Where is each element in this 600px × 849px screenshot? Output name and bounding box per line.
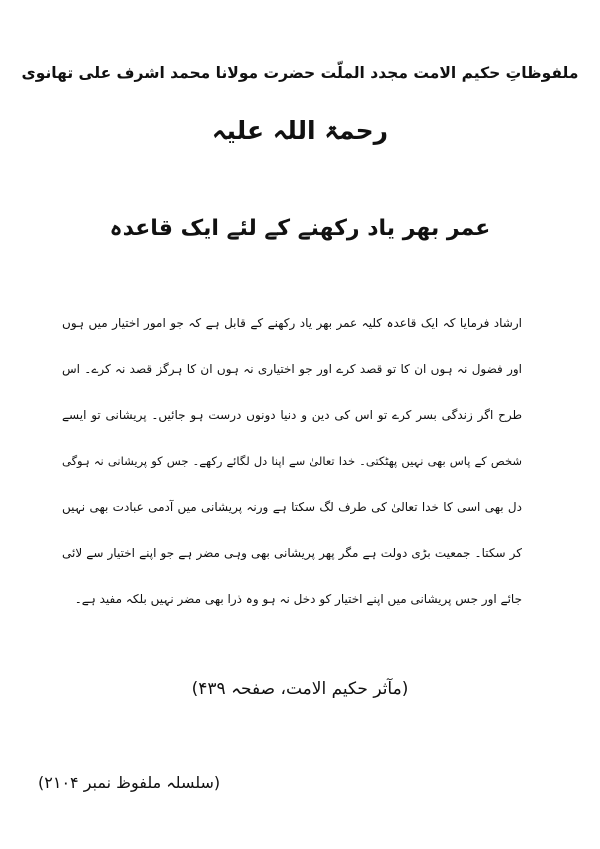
body-line: دل بھی اسی کا خدا تعالیٰ کی طرف لگ سکتا ہے ورنہ پریشانی میں آدمی عبادت بھی نہیں <box>62 500 522 514</box>
body-line: کر سکتا۔ جمعیت بڑی دولت ہے مگر پھر پریشانی بھی وہی مضر ہے جو اپنے اختیار سے لائی <box>62 546 522 560</box>
body-line: طرح اگر زندگی بسر کرے تو اس کی دین و دنیا دونوں درست ہو جائیں۔ پریشانی تو ایسے <box>62 408 522 422</box>
body-line: شخص کے پاس بھی نہیں پھٹکتی۔ خدا تعالیٰ سے اپنا دل لگائے رکھے۔ جس کو پریشانی نہ ہوگی <box>62 454 522 468</box>
serial-number: (سلسلہ ملفوظ نمبر ۲۱۰۴) <box>38 773 221 792</box>
body-line: اور فضول نہ ہوں ان کا تو قصد کرے اور جو اختیاری نہ ہوں ان کا ہرگز قصد نہ کرے۔ اس <box>62 362 522 376</box>
body-line: جائے اور جس پریشانی میں اپنے اختیار کو دخل نہ ہو وہ ذرا بھی مضر نہیں بلکہ مفید ہے۔ <box>74 592 522 606</box>
body-paragraph <box>62 300 522 622</box>
document-title: ملفوظاتِ حکیم الامت مجدد الملّت حضرت مولانا محمد اشرف علی تھانوی <box>21 64 579 82</box>
section-heading: عمر بھر یاد رکھنے کے لئے ایک قاعدہ <box>109 216 491 241</box>
body-line: ارشاد فرمایا کہ ایک قاعدہ کلیہ عمر بھر یاد رکھنے کے قابل ہے کہ جو امور اختیار میں ہوں <box>62 316 522 330</box>
document-title-honorific: رحمۃ اللہ علیہ <box>211 116 389 145</box>
source-reference: (مآثر حکیم الامت، صفحہ ۴۳۹) <box>191 679 409 699</box>
